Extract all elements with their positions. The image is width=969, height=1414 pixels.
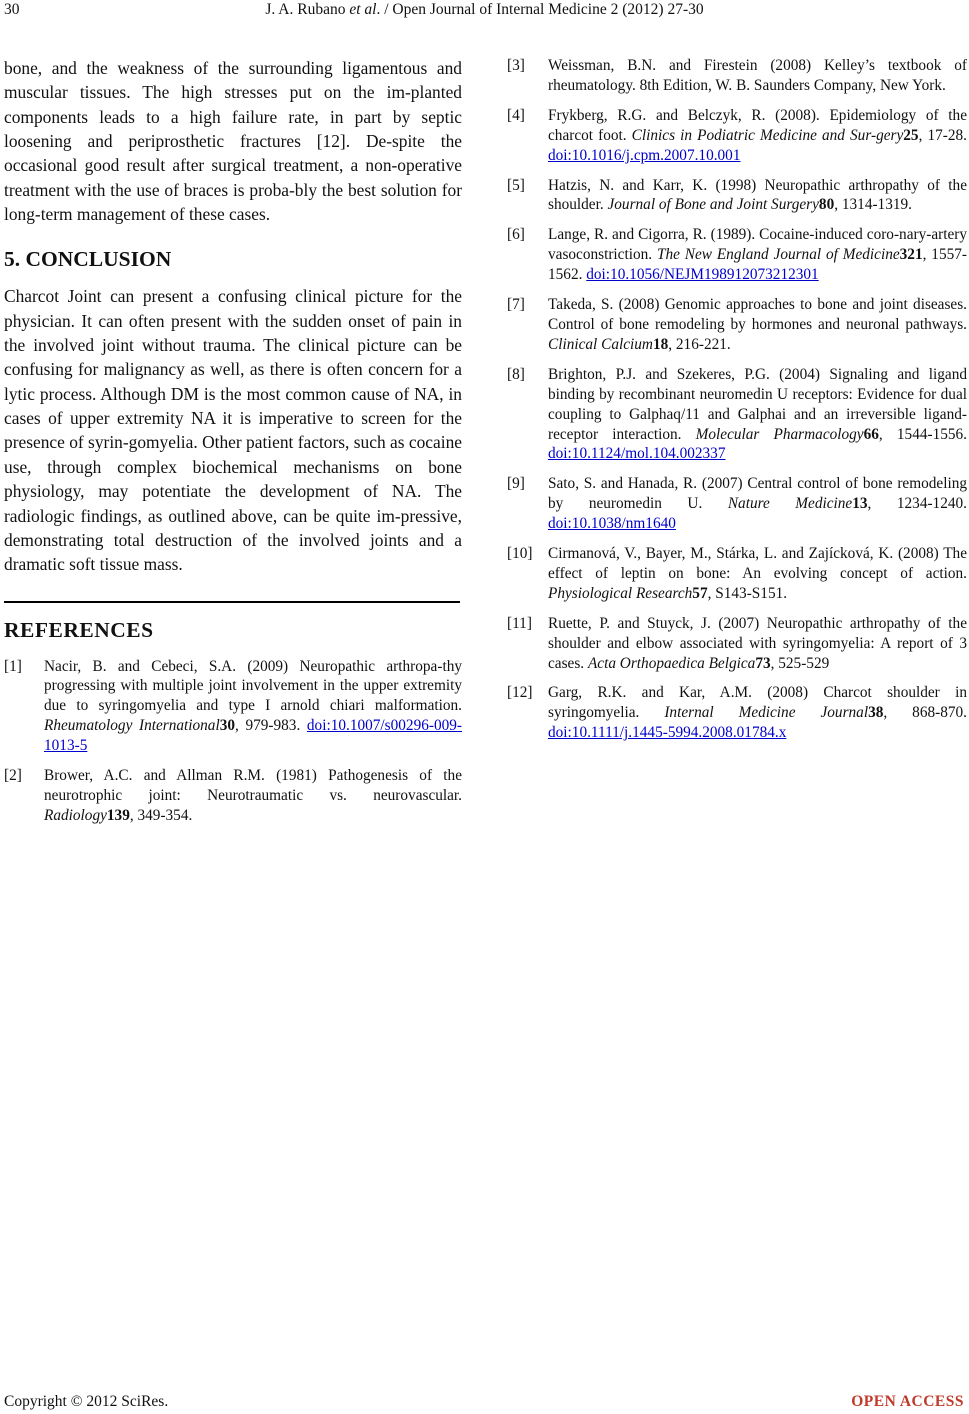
reference-journal: Acta Orthopaedica Belgica [587,654,756,672]
reference-number: [11] [507,614,532,632]
reference-item [507,106,967,166]
reference-doi-link[interactable]: doi:10.1056/NEJM198912073212301 [586,266,819,284]
reference-item [507,225,967,285]
running-head [0,0,969,20]
reference-journal: Internal Medicine Journal [664,704,869,722]
section-divider [4,601,460,603]
reference-text: Brower, A.C. and Allman R.M. (1981) Pathogenesis of the neurotrophic joint: Neurotraumatic vs. neurovascular. [44,767,462,804]
reference-volume: 80 [818,196,835,214]
reference-volume: 13 [852,495,868,513]
reference-pages: , 349-354. [129,806,193,824]
reference-text: Hatzis, N. and Karr, K. (1998) Neuropathic arthropathy of the shoulder. [548,176,967,214]
reference-journal: Clinical Calcium [548,335,653,353]
reference-number: [1] [4,657,22,675]
reference-number: [9] [507,475,525,493]
page-number: 30 [4,1,20,18]
references-list-right [507,56,967,743]
running-head-journal: . / Open Journal of Internal Medicine 2 (2012) 27-30 [376,1,704,18]
reference-doi-link[interactable]: doi:10.1124/mol.104.002337 [548,445,726,463]
reference-text: Sato, S. and Hanada, R. (2007) Central control of bone remodeling by neuromedin U. [548,475,967,513]
reference-volume: 139 [106,806,130,824]
reference-item [4,657,462,757]
reference-pages: , 216-221. [668,335,731,353]
reference-number: [7] [507,296,525,314]
reference-number: [8] [507,365,525,383]
reference-text: Takeda, S. (2008) Genomic approaches to bone and joint diseases. Control of bone remodeling by hormones and neuronal pathways. [548,296,967,333]
reference-item [507,614,967,674]
reference-volume: 321 [899,246,923,264]
conclusion-heading: 5. CONCLUSION [4,247,172,272]
reference-number: [5] [507,176,525,194]
reference-pages: , 979-983. [235,717,307,735]
left-column [4,56,462,836]
reference-pages: , 868-870. [883,704,967,722]
reference-doi-link[interactable]: doi:10.1111/j.1445-5994.2008.01784.x [548,724,787,742]
reference-item [4,766,462,826]
reference-pages: , 17-28. [918,126,967,144]
reference-number: [3] [507,57,525,74]
reference-volume: 25 [903,126,919,144]
reference-pages: , 1314-1319. [834,196,912,214]
page-header [0,0,969,22]
reference-pages: , S143-S151. [707,584,788,602]
reference-text: Frykberg, R.G. and Belczyk, R. (2008). Epidemiology of the charcot foot. [548,106,967,144]
reference-journal: Journal of Bone and Joint Surgery [607,196,819,214]
reference-number: [4] [507,106,525,124]
reference-item [507,544,967,604]
reference-volume: 18 [652,335,669,353]
reference-pages: , 1234-1240. [867,495,967,513]
reference-volume: 38 [868,704,884,722]
reference-pages: , 1557-1562. [548,246,967,284]
references-heading: REFERENCES [4,617,154,642]
reference-journal: Nature Medicine [727,495,853,513]
reference-journal: Physiological Research [548,584,693,602]
reference-number: [12] [507,684,533,702]
reference-text: Brighton, P.J. and Szekeres, P.G. (2004) Signaling and ligand binding by recombinant neuromedin U receptors: Evidence for dual coupling to Galphaq/11 and Galphai and an irreversible ligand-receptor interaction. [548,365,967,443]
reference-text: Ruette, P. and Stuyck, J. (2007) Neuropathic arthropathy of the shoulder and elbow associated with syringomyelia: A report of 3 cases. [548,614,967,672]
reference-item [507,474,967,534]
reference-item [507,683,967,743]
reference-doi-link[interactable]: doi:10.1007/s00296-009-1013-5 [44,717,462,755]
reference-number: [6] [507,226,525,244]
running-head-etal: et al [349,1,377,18]
reference-volume: 66 [863,425,879,443]
reference-pages: , 525-529 [770,654,830,672]
reference-item [507,56,967,96]
reference-journal: Clinics in Podiatric Medicine and Sur-gery [631,126,904,144]
conclusion-paragraph: Charcot Joint can present a confusing clinical picture for the physician. It can often present with the sudden onset of pain in the involved joint without trauma. The clinical picture can be confusing for malignancy as well, as there is often concern for a lytic process. Although DM is the most common cause of NA, in cases of upper extremity NA it is imperative to screen for the presence of syrin-gomyelia. Other patient factors, such as cocaine use, through complex biochemical mechanisms on bone physiology, may potentiate the development of NA. The radiologic findings, as outlined above, can be quite im-pressive, demonstrating total destruction of the involved joints and a dramatic soft tissue mass. [4,286,462,575]
reference-journal: Radiology [44,806,107,824]
reference-volume: 30 [219,717,236,735]
right-column [507,56,967,753]
open-access-label: OPEN ACCESS [851,1393,964,1410]
reference-item [507,365,967,465]
reference-text: Nacir, B. and Cebeci, S.A. (2009) Neuropathic arthropa-thy progressing with multiple joint involvement in the upper extremity due to syringomyelia and type I arnold chiari malformation. [44,657,462,715]
reference-number: [10] [507,545,533,563]
reference-doi-link[interactable]: doi:10.1038/nm1640 [548,515,676,533]
reference-text: Weissman, B.N. and Firestein (2008) Kelley’s textbook of rheumatology. 8th Edition, W. B. Saunders Company, New York. [548,57,967,94]
reference-text: Lange, R. and Cigorra, R. (1989). Cocaine-induced coro-nary-artery vasoconstriction. [548,226,967,264]
reference-item [507,176,967,216]
reference-item [507,295,967,355]
reference-volume: 57 [692,584,708,602]
running-head-authors: J. A. Rubano [265,1,346,18]
reference-pages: , 1544-1556. [878,425,967,443]
copyright-notice: Copyright © 2012 SciRes. [4,1393,169,1410]
reference-text: Cirmanová, V., Bayer, M., Stárka, L. and Zajícková, K. (2008) The effect of leptin on bone: An evolving concept of action. [548,545,967,582]
reference-number: [2] [4,767,22,785]
reference-journal: Rheumatology International [44,717,220,735]
reference-volume: 73 [755,654,771,672]
intro-paragraph: bone, and the weakness of the surrounding ligamentous and muscular tissues. The high stresses put on the im-planted components leads to a high failure rate, in part by septic loosening and periprosthetic fractures [12]. De-spite the occasional good result after surgical treatment, a non-operative treatment with the use of braces is proba-bly the best solution for long-term management of these cases. [4,58,462,225]
reference-journal: Molecular Pharmacology [695,425,864,443]
reference-doi-link[interactable]: doi:10.1016/j.cpm.2007.10.001 [548,146,741,164]
reference-text: Garg, R.K. and Kar, A.M. (2008) Charcot shoulder in syringomyelia. [548,684,967,722]
references-list-left [4,657,462,826]
reference-journal: The New England Journal of Medicine [656,246,900,264]
